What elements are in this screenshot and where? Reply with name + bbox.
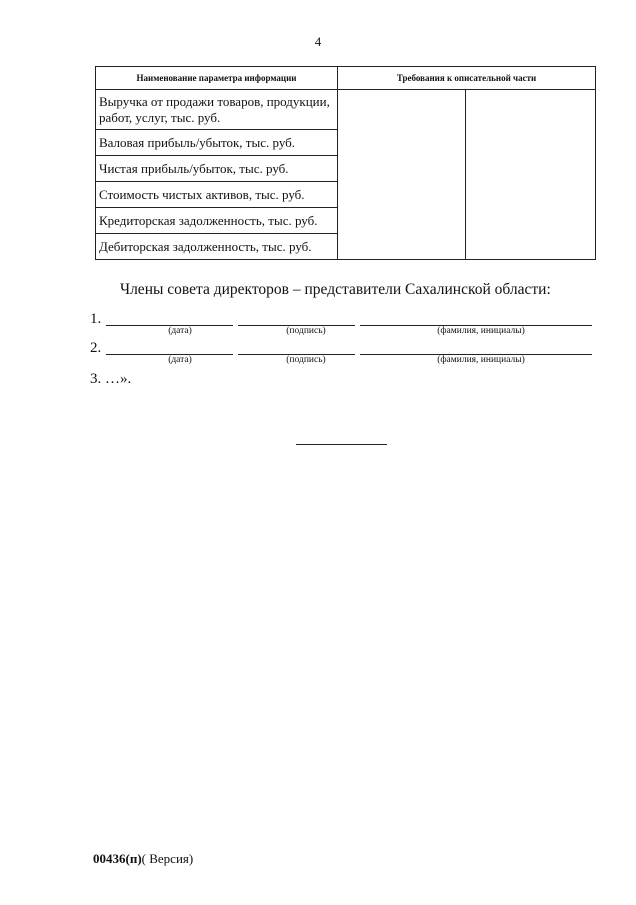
members-title: Члены совета директоров – представители Сахалинской области: xyxy=(120,281,551,298)
parameter-name-cell: Выручка от продажи товаров, продукции, работ, услуг, тыс. руб. xyxy=(96,90,338,130)
date-caption: (дата) xyxy=(168,326,192,336)
signature-caption: (подпись) xyxy=(286,326,326,336)
parameter-name-cell: Дебиторская задолженность, тыс. руб. xyxy=(96,234,338,260)
date-caption: (дата) xyxy=(168,355,192,365)
signature-caption: (подпись) xyxy=(286,355,326,365)
name-caption: (фамилия, инициалы) xyxy=(437,355,525,365)
parameter-name-cell: Валовая прибыль/убыток, тыс. руб. xyxy=(96,130,338,156)
signature-number: 2. xyxy=(90,340,102,356)
document-version: ( Версия) xyxy=(141,851,194,866)
header-requirements: Требования к описательной части xyxy=(338,67,596,90)
requirements-cell-left xyxy=(338,90,466,260)
name-caption: (фамилия, инициалы) xyxy=(437,326,525,336)
header-parameter-name: Наименование параметра информации xyxy=(96,67,338,90)
signature-number: 1. xyxy=(90,311,102,327)
parameter-name-cell: Стоимость чистых активов, тыс. руб. xyxy=(96,182,338,208)
end-divider xyxy=(296,444,387,445)
requirements-cell-right xyxy=(466,90,596,260)
table-header-row xyxy=(96,67,596,90)
document-code-number: 00436(п) xyxy=(93,851,142,866)
parameter-name-cell: Кредиторская задолженность, тыс. руб. xyxy=(96,208,338,234)
page-number: 4 xyxy=(314,34,322,49)
continuation-text: 3. …». xyxy=(90,371,132,387)
document-code xyxy=(93,851,193,867)
parameter-name-cell: Чистая прибыль/убыток, тыс. руб. xyxy=(96,156,338,182)
table-row xyxy=(96,90,596,130)
parameters-table xyxy=(95,66,596,260)
